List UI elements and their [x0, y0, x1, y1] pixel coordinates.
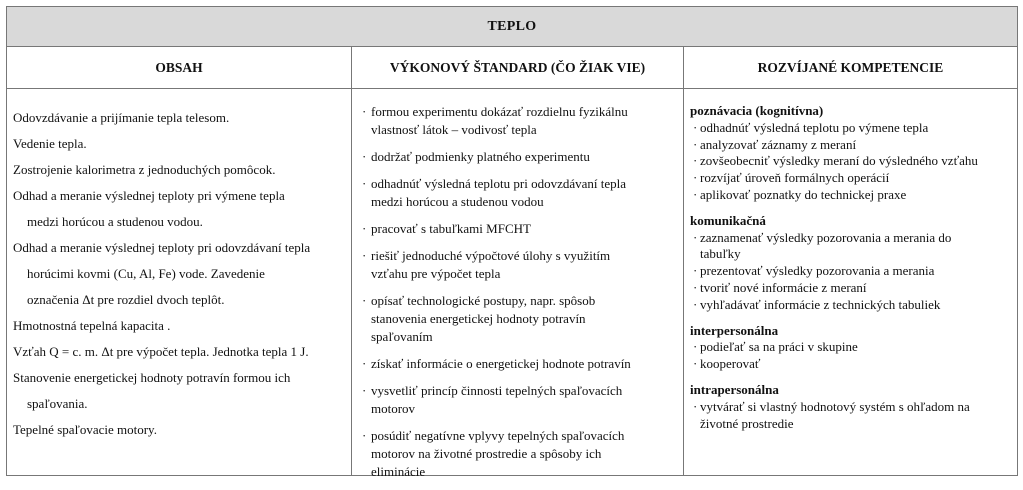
standard-item: [362, 103, 682, 139]
obsah-item-line: Stanovenie energetickej hodnoty potravín formou ich: [13, 370, 291, 385]
kompetencia-item-line: tabuľky: [700, 246, 741, 262]
kompetencia-item: [690, 339, 1015, 356]
obsah-item-line: Hmotnostná tepelná kapacita .: [13, 318, 171, 333]
kompetencia-item-line: analyzovať záznamy z meraní: [700, 136, 857, 152]
kompetencia-group: [690, 213, 1015, 314]
header-kompetencie: ROZVÍJANÉ KOMPETENCIE: [684, 47, 1017, 89]
standard-item-line: motorov: [371, 401, 416, 416]
obsah-item: [13, 105, 348, 131]
obsah-item: [13, 313, 348, 339]
obsah-item: [13, 157, 348, 183]
bullet-icon: ·: [362, 221, 367, 236]
standard-item-line: vlastnosť látok – vodivosť tepla: [371, 122, 537, 137]
obsah-item-line: Vedenie tepla.: [13, 136, 87, 151]
obsah-item-line: Odhad a meranie výslednej teploty pri odovzdávaní tepla: [13, 240, 311, 255]
kompetencie-column: [690, 103, 1015, 441]
obsah-item: [13, 417, 348, 443]
kompetencia-heading: poznávacia (kognitívna): [690, 103, 824, 118]
kompetencia-heading: intrapersonálna: [690, 381, 779, 397]
bullet-icon: ·: [693, 119, 698, 135]
column-divider: [683, 47, 684, 475]
obsah-item: [13, 131, 348, 157]
standard-item-line: pracovať s tabuľkami MFCHT: [371, 221, 531, 236]
kompetencia-item-line: životné prostredie: [700, 415, 794, 431]
kompetencia-item: [690, 356, 1015, 373]
obsah-column: [13, 105, 348, 443]
bullet-icon: ·: [693, 339, 698, 355]
standard-item: [362, 292, 682, 346]
bullet-icon: ·: [362, 176, 367, 191]
kompetencia-item: [690, 280, 1015, 297]
bullet-icon: ·: [693, 229, 698, 245]
kompetencia-item: [690, 230, 1015, 264]
kompetencia-item-line: rozvíjať úroveň formálnych operácií: [700, 170, 890, 186]
bullet-icon: ·: [362, 383, 367, 398]
standard-item: [362, 220, 682, 238]
standard-item: [362, 355, 682, 373]
kompetencia-item: [690, 137, 1015, 154]
bullet-icon: ·: [693, 170, 698, 186]
kompetencia-heading: interpersonálna: [690, 322, 779, 338]
bullet-icon: ·: [362, 356, 367, 371]
standard-item-line: vysvetliť princíp činnosti tepelných spaľovacích: [371, 383, 623, 398]
obsah-item-line: Odovzdávanie a prijímanie tepla telesom.: [13, 110, 230, 125]
obsah-item-line: horúcimi kovmi (Cu, Al, Fe) vode. Zavedenie: [27, 266, 265, 281]
obsah-item: [13, 183, 348, 235]
standard-item: [362, 148, 682, 166]
kompetencia-item: [690, 187, 1015, 204]
kompetencia-item-line: zovšeobecniť výsledky meraní do výsledného vzťahu: [700, 153, 978, 169]
kompetencia-item: [690, 153, 1015, 170]
standard-item-line: medzi horúcou a studenou vodou: [371, 194, 544, 209]
bullet-icon: ·: [693, 153, 698, 169]
bullet-icon: ·: [693, 186, 698, 202]
kompetencia-group: [690, 323, 1015, 373]
standard-item: [362, 427, 682, 481]
bullet-icon: ·: [362, 428, 367, 443]
kompetencia-item: [690, 120, 1015, 137]
kompetencia-group: [690, 382, 1015, 432]
standard-item: [362, 382, 682, 418]
standard-item-line: spaľovaním: [371, 329, 433, 344]
standard-item-line: dodržať podmienky platného experimentu: [371, 149, 590, 164]
standard-column: [362, 103, 682, 490]
obsah-item-line: spaľovania.: [27, 396, 88, 411]
header-obsah: OBSAH: [7, 47, 351, 89]
bullet-icon: ·: [362, 248, 367, 263]
obsah-item-line: Zostrojenie kalorimetra z jednoduchých pomôcok.: [13, 162, 276, 177]
kompetencia-item-line: prezentovať výsledky pozorovania a merania: [700, 263, 935, 279]
standard-item-line: získať informácie o energetickej hodnote potravín: [371, 356, 631, 371]
standard-item: [362, 247, 682, 283]
standard-item-line: eliminácie: [371, 464, 426, 479]
kompetencia-item: [690, 263, 1015, 280]
table-title: TEPLO: [7, 7, 1017, 47]
bullet-icon: ·: [693, 279, 698, 295]
kompetencia-item-line: odhadnúť výsledná teplotu po výmene tepla: [700, 119, 929, 135]
bullet-icon: ·: [362, 149, 367, 164]
bullet-icon: ·: [693, 356, 698, 372]
kompetencia-group: [690, 103, 1015, 204]
standard-item-line: formou experimentu dokázať rozdielnu fyzikálnu: [371, 104, 628, 119]
kompetencia-item: [690, 170, 1015, 187]
standard-item-line: stanovenia energetickej hodnoty potravín: [371, 311, 586, 326]
obsah-item-line: označenia Δt pre rozdiel dvoch teplôt.: [27, 292, 225, 307]
standard-item-line: posúdiť negatívne vplyvy tepelných spaľovacích: [371, 428, 625, 443]
kompetencia-item: [690, 399, 1015, 433]
obsah-item: [13, 235, 348, 313]
standard-item-line: vzťahu pre výpočet tepla: [371, 266, 501, 281]
obsah-item-line: medzi horúcou a studenou vodou.: [27, 214, 203, 229]
header-vykonovy-standard: VÝKONOVÝ ŠTANDARD (ČO ŽIAK VIE): [352, 47, 683, 89]
bullet-icon: ·: [693, 296, 698, 312]
standard-item-line: opísať technologické postupy, napr. spôsob: [371, 293, 596, 308]
standard-item-line: riešiť jednoduché výpočtové úlohy s využitím: [371, 248, 611, 263]
obsah-item: [13, 339, 348, 365]
kompetencia-item-line: tvoriť nové informácie z meraní: [700, 279, 867, 295]
standard-item-line: odhadnúť výsledná teplotu pri odovzdávaní tepla: [371, 176, 627, 191]
kompetencia-item-line: vyhľadávať informácie z technických tabuliek: [700, 296, 941, 312]
obsah-item-line: Odhad a meranie výslednej teploty pri výmene tepla: [13, 188, 285, 203]
kompetencia-item-line: vytvárať si vlastný hodnotový systém s ohľadom na: [700, 398, 970, 414]
obsah-item: [13, 365, 348, 417]
kompetencia-heading: komunikačná: [690, 212, 766, 228]
column-divider: [351, 47, 352, 475]
bullet-icon: ·: [693, 136, 698, 152]
standard-item: [362, 175, 682, 211]
bullet-icon: ·: [693, 398, 698, 414]
kompetencia-item-line: zaznamenať výsledky pozorovania a merania do: [700, 229, 952, 245]
curriculum-table: [6, 6, 1018, 479]
obsah-item-line: Tepelné spaľovacie motory.: [13, 422, 157, 437]
kompetencia-item: [690, 297, 1015, 314]
kompetencia-item-line: podieľať sa na práci v skupine: [700, 339, 858, 355]
kompetencia-item-line: aplikovať poznatky do technickej praxe: [700, 186, 907, 202]
standard-item-line: motorov na životné prostredie a spôsoby ich: [371, 446, 602, 461]
bullet-icon: ·: [362, 104, 367, 119]
kompetencia-item-line: kooperovať: [700, 356, 761, 372]
obsah-item-line: Vzťah Q = c. m. Δt pre výpočet tepla. Jednotka tepla 1 J.: [13, 344, 309, 359]
bullet-icon: ·: [362, 293, 367, 308]
bullet-icon: ·: [693, 263, 698, 279]
